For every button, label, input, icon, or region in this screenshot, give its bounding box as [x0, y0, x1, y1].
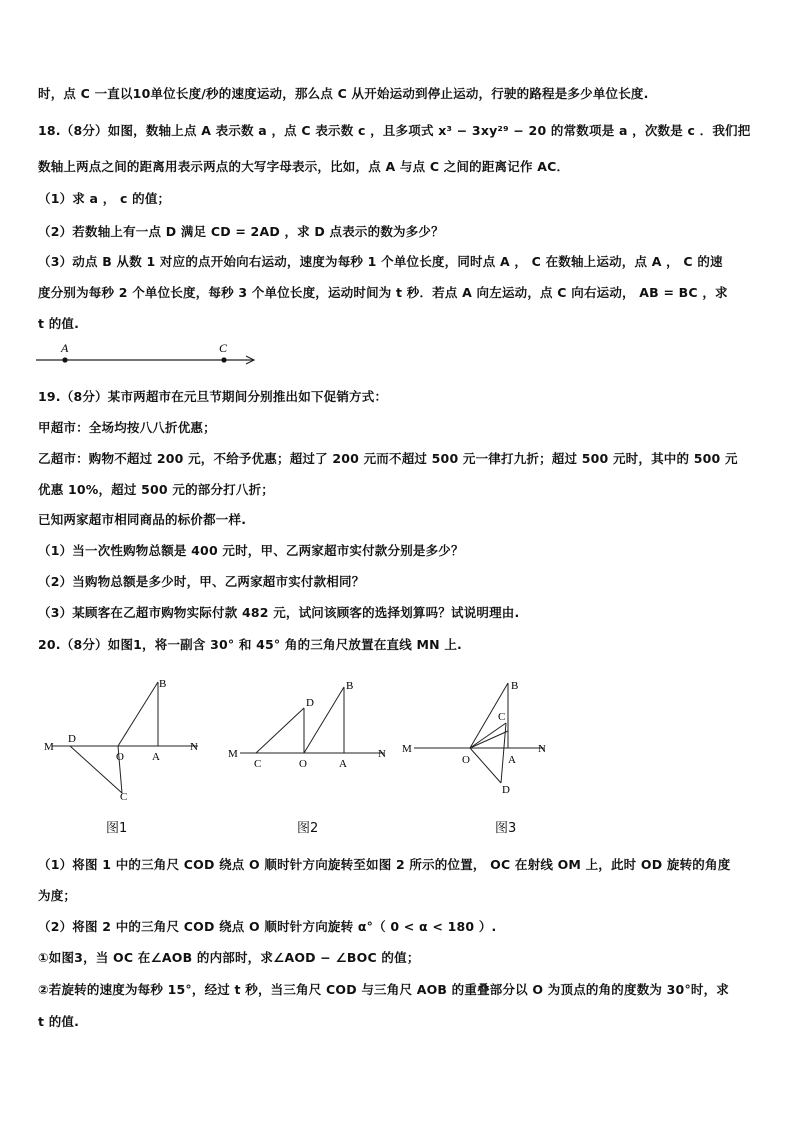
- svg-text:N: N: [538, 743, 546, 755]
- number-line-figure: [34, 336, 264, 370]
- q19-part1: （1）当一次性购物总额是 400 元时，甲、乙两家超市实付款分别是多少？: [38, 543, 464, 558]
- figure-1-caption: 图1: [106, 821, 128, 836]
- q20-part2-sub2-line1: ②若旋转的速度为每秒 15°，经过 t 秒，当三角尺 COD 与三角尺 AOB 的重叠部分以 O 为顶点的角的度数为 30°时，求: [38, 982, 729, 997]
- q20-part2: （2）将图 2 中的三角尺 COD 绕点 O 顺时针方向旋转 α°（ 0 < α < 180 ）.: [38, 919, 497, 934]
- svg-text:O: O: [299, 758, 307, 770]
- figure-3: [398, 675, 558, 800]
- q18-stem-line2: 数轴上两点之间的距离用表示两点的大写字母表示，比如，点 A 与点 C 之间的距离记作 AC．: [38, 159, 570, 174]
- q20-part1-line1: （1）将图 1 中的三角尺 COD 绕点 O 顺时针方向旋转至如图 2 所示的位置， OC 在射线 OM 上，此时 OD 旋转的角度: [38, 857, 731, 872]
- svg-text:O: O: [116, 751, 124, 763]
- svg-text:A: A: [339, 758, 347, 770]
- q20-part2-sub2-line2: t 的值.: [38, 1014, 80, 1029]
- svg-text:A: A: [152, 751, 160, 763]
- svg-text:B: B: [346, 680, 354, 692]
- q18-part2: （2）若数轴上有一点 D 满足 CD = 2AD ，求 D 点表示的数为多少？: [38, 224, 444, 239]
- q19-part3: （3）某顾客在乙超市购物实际付款 482 元，试问该顾客的选择划算吗？试说明理由.: [38, 605, 520, 620]
- svg-text:M: M: [228, 748, 238, 760]
- svg-text:D: D: [306, 697, 314, 709]
- svg-text:B: B: [511, 680, 519, 692]
- svg-text:C: C: [254, 758, 262, 770]
- q19-stem: 19.（8分）某市两超市在元旦节期间分别推出如下促销方式：: [38, 389, 388, 404]
- q18-part3-line2: 度分别为每秒 2 个单位长度，每秒 3 个单位长度，运动时间为 t 秒．若点 A 向左运动，点 C 向右运动， AB = BC ，求: [38, 285, 728, 300]
- q19-known: 已知两家超市相同商品的标价都一样.: [38, 512, 247, 527]
- point-a-label: A: [61, 341, 69, 355]
- q18-stem-line1: 18.（8分）如图，数轴上点 A 表示数 a ，点 C 表示数 c ，且多项式 x³ − 3xy²⁹ − 20 的常数项是 a ，次数是 c ．我们把: [38, 123, 751, 138]
- svg-text:C: C: [498, 711, 506, 723]
- figure-2: [222, 675, 397, 785]
- svg-text:C: C: [120, 791, 128, 803]
- figure-3-caption: 图3: [495, 821, 517, 836]
- q19-supermarket-yi-line2: 优惠 10%，超过 500 元的部分打八折；: [38, 482, 274, 497]
- figure-2-caption: 图2: [297, 821, 319, 836]
- svg-text:M: M: [44, 741, 54, 753]
- q17-continuation: 时，点 C 一直以10单位长度/秒的速度运动，那么点 C 从开始运动到停止运动，行驶的路程是多少单位长度.: [38, 86, 649, 101]
- point-c-label: C: [219, 341, 228, 355]
- q20-stem: 20.（8分）如图1，将一副含 30° 和 45° 角的三角尺放置在直线 MN 上.: [38, 637, 462, 652]
- svg-text:D: D: [502, 784, 510, 796]
- svg-text:B: B: [159, 678, 167, 690]
- point-a-dot: [62, 357, 67, 362]
- q18-part1: （1）求 a ， c 的值；: [38, 191, 171, 206]
- q18-part3-line3: t 的值.: [38, 316, 80, 331]
- q19-supermarket-jia: 甲超市：全场均按八八折优惠；: [38, 420, 216, 435]
- svg-text:D: D: [68, 733, 76, 745]
- svg-text:N: N: [378, 748, 386, 760]
- q19-supermarket-yi-line1: 乙超市：购物不超过 200 元，不给予优惠；超过了 200 元而不超过 500 元一律打九折；超过 500 元时，其中的 500 元: [38, 451, 738, 466]
- q19-part2: （2）当购物总额是多少时，甲、乙两家超市实付款相同？: [38, 574, 365, 589]
- q18-part3-line1: （3）动点 B 从数 1 对应的点开始向右运动，速度为每秒 1 个单位长度，同时点 A ， C 在数轴上运动，点 A ， C 的速: [38, 254, 723, 269]
- svg-text:N: N: [190, 741, 198, 753]
- svg-text:O: O: [462, 754, 470, 766]
- point-c-dot: [221, 357, 226, 362]
- q20-part2-sub1: ①如图3，当 OC 在∠AOB 的内部时，求∠AOD − ∠BOC 的值；: [38, 950, 420, 965]
- svg-text:A: A: [508, 754, 516, 766]
- q20-part1-line2: 为度；: [38, 888, 77, 903]
- svg-text:M: M: [402, 743, 412, 755]
- figure-1: [40, 675, 205, 805]
